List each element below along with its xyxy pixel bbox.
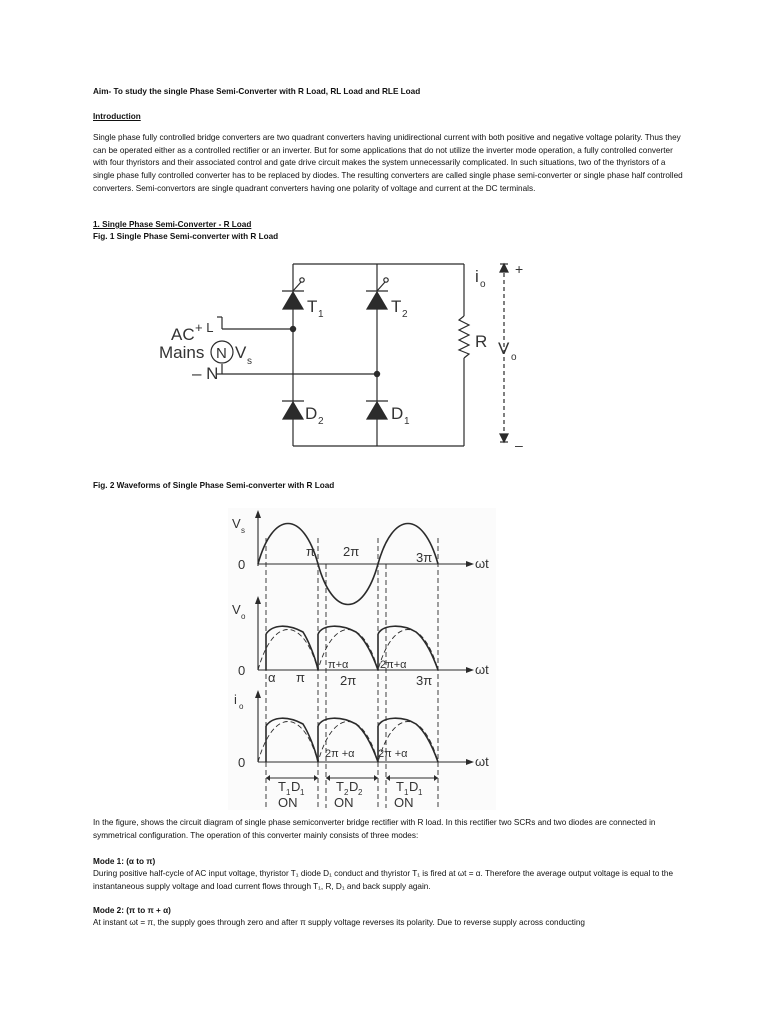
vs-zero: 0	[238, 557, 246, 572]
vo-alpha-tick: α	[268, 670, 276, 685]
vo-zero: 0	[238, 663, 246, 678]
vs-subscript: s	[247, 356, 252, 367]
interval-1-t-sub: 1	[286, 788, 291, 797]
mode-1-heading: Mode 1: (α to π)	[93, 857, 156, 866]
vo-2pi-tick: 2π	[340, 673, 357, 688]
vs-pi-tick: π	[306, 544, 315, 559]
vs-3pi-tick: 3π	[416, 550, 433, 565]
fig-2-caption: Fig. 2 Waveforms of Single Phase Semi-converter with R Load	[93, 481, 335, 490]
vo-label: V	[498, 339, 510, 358]
mode-2-paragraph: At instant ωt = π, the supply goes through zero and after π supply voltage reverses its polarity. Due to reverse supply across conducting	[93, 918, 585, 927]
io-2pi-plus-alpha-tick-2: 2π +α	[378, 748, 408, 760]
t2-subscript: 2	[402, 309, 408, 320]
introduction-heading: Introduction	[93, 112, 141, 121]
interval-3-t: T	[396, 779, 404, 794]
vo-pi-plus-alpha-tick: π+α	[328, 659, 349, 671]
vs-wt-label: ωt	[475, 556, 489, 571]
t1-subscript: 1	[318, 309, 324, 320]
d2-subscript: 2	[318, 416, 324, 427]
vo-axis-label: V	[232, 602, 241, 617]
io-axis-label: i	[234, 692, 237, 707]
vs-2pi-tick: 2π	[343, 544, 360, 559]
io-label: i	[475, 267, 479, 286]
mode-2-heading: Mode 2: (π to π + α)	[93, 906, 171, 915]
d1-subscript: 1	[404, 416, 410, 427]
fig-1-circuit-diagram	[145, 254, 543, 460]
section-1-heading: 1. Single Phase Semi-Converter - R Load	[93, 220, 252, 229]
vo-wt-label: ωt	[475, 662, 489, 677]
plus-terminal: +	[515, 261, 524, 277]
n-symbol: N	[216, 345, 227, 362]
interval-2-d-sub: 2	[358, 788, 363, 797]
interval-2-t-sub: 2	[344, 788, 349, 797]
interval-2-d: D	[349, 779, 359, 794]
io-2pi-plus-alpha-tick-1: 2π +α	[325, 748, 355, 760]
plus-l-label: + L	[195, 320, 214, 335]
vo-pi-tick: π	[296, 670, 305, 685]
interval-1-d-sub: 1	[300, 788, 305, 797]
io-wt-label: ωt	[475, 754, 489, 769]
io-subscript: o	[480, 279, 486, 290]
resistor-label: R	[475, 332, 488, 351]
io-axis-subscript: o	[239, 702, 244, 711]
interval-3-d-sub: 1	[418, 788, 423, 797]
interval-1-d: D	[291, 779, 301, 794]
vs-axis-label: V	[232, 516, 241, 531]
vs-axis-subscript: s	[241, 526, 245, 535]
interval-2-on: ON	[334, 795, 354, 810]
d2-label: D	[305, 404, 318, 423]
aim-heading: Aim- To study the single Phase Semi-Converter with R Load, RL Load and RLE Load	[93, 87, 421, 96]
io-zero: 0	[238, 755, 246, 770]
interval-3-d: D	[409, 779, 419, 794]
minus-n-label: – N	[192, 364, 219, 383]
minus-terminal: –	[515, 437, 523, 453]
d1-label: D	[391, 404, 404, 423]
t2-label: T	[391, 297, 402, 316]
vo-subscript: o	[511, 352, 517, 363]
ac-label: AC	[171, 325, 195, 344]
fig-2-waveform-diagram	[228, 508, 496, 810]
introduction-paragraph: Single phase fully controlled bridge converters are two quadrant converters having unidirectional current with both positive and negative voltage polarity. Thus they can be operated either as a controlled rectifier or an inverter. But for some applications that do not utilize the inverter mode operation, a fully controlled converter with four thyristors and their associated control and gate drive circuit makes the system unnecessarily complicated. In such situations, two of the thyristors of a single phase fully controlled converter has to be replaced by diodes. The resulting converters are called single phase semi-converter or single phase half controlled converters. Semi-convertors are single quadrant converters having one polarity of voltage and current at the DC terminals.	[93, 133, 683, 193]
interval-1-t: T	[278, 779, 286, 794]
figure-description-paragraph: In the figure, shows the circuit diagram of single phase semiconverter bridge rectifier with R load. In this rectifier two SCRs and two diodes are connected in symmetrical configuration. The operation of this converter mainly consists of three modes:	[93, 818, 656, 840]
t1-label: T	[307, 297, 318, 316]
mains-label: Mains	[159, 343, 205, 362]
mode-1-paragraph: During positive half-cycle of AC input voltage, thyristor T₁ diode D₁ conduct and thyristor T₁ is fired at ωt = α. Therefore the average output voltage is equal to the instantaneous supply voltage and load current flows through T₁, R, D₁ and back supply again.	[93, 869, 674, 891]
interval-3-t-sub: 1	[404, 788, 409, 797]
fig-1-caption: Fig. 1 Single Phase Semi-converter with R Load	[93, 232, 279, 241]
vo-axis-subscript: o	[241, 612, 246, 621]
vs-label: V	[235, 343, 247, 362]
interval-2-t: T	[336, 779, 344, 794]
interval-1-on: ON	[278, 795, 298, 810]
vo-2pi-plus-alpha-tick: 2π+α	[380, 659, 407, 671]
vo-3pi-tick: 3π	[416, 673, 433, 688]
interval-3-on: ON	[394, 795, 414, 810]
